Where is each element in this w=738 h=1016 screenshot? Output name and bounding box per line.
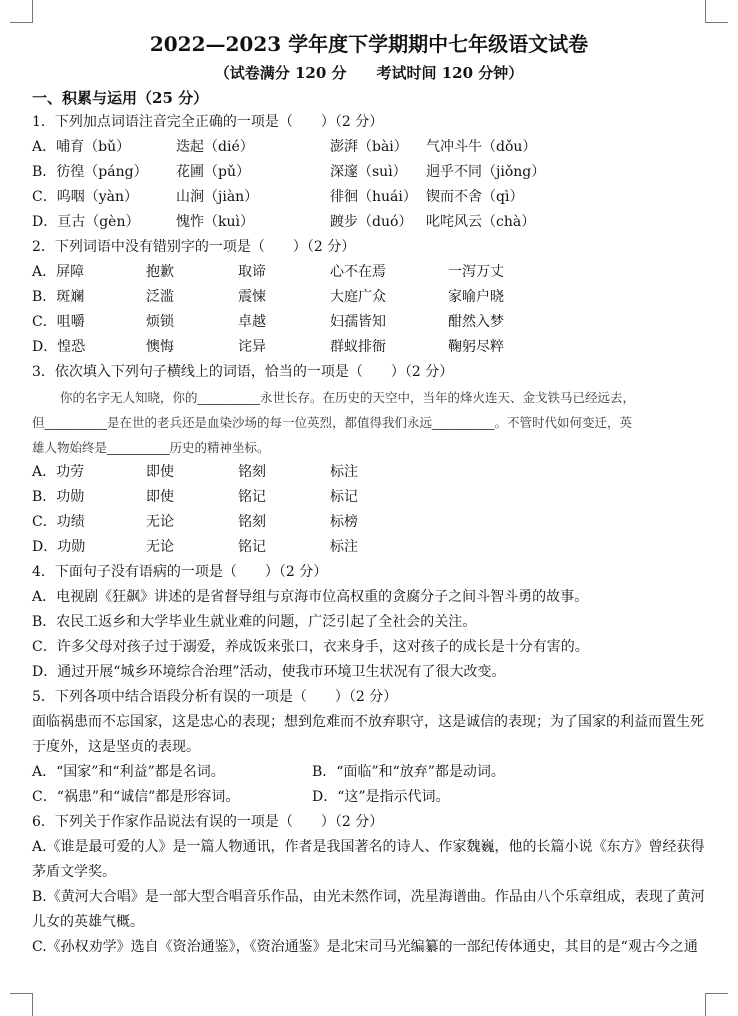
question-4-option-c: C．许多父母对孩子过于溺爱，养成饭来张口，衣来身手，这对孩子的成长是十分有害的。 [32,639,589,655]
option-cell: A．“国家”和“利益”都是名词。 [32,764,225,780]
option-cell: 标记 [330,489,358,505]
option-cell: B．功勋 [32,489,85,505]
option-cell: 心不在焉 [330,264,386,280]
crop-mark-top-right [705,0,728,23]
option-cell: 澎湃（bài） [330,139,408,155]
option-cell: A．功劳 [32,464,85,480]
question-2-option-b [32,285,706,310]
option-cell: C．功绩 [32,514,85,530]
option-cell: B．“面临”和“放弃”都是动词。 [312,764,505,780]
question-4-option-a: A．电视剧《狂飙》讲述的是省督导组与京海市位高权重的贪腐分子之间斗智斗勇的故事。 [32,589,589,605]
option-cell: 铭刻 [238,464,266,480]
question-6-stem: 6．下列关于作家作品说法有误的一项是（ ）（2 分） [32,814,384,830]
option-cell: D．亘古（gèn） [32,214,140,230]
option-cell: D．功勋 [32,539,86,555]
question-1-stem: 1．下列加点词语注音完全正确的一项是（ ）（2 分） [32,114,384,130]
option-cell: 震悚 [238,289,266,305]
question-3-option-c [32,510,706,535]
question-6-option-a: A.《谁是最可爱的人》是一篇人物通讯，作者是我国著名的诗人、作家魏巍，他的长篇小说《东方》曾经获得茅盾文学奖。 [32,839,705,880]
option-cell: 铭记 [238,489,266,505]
crop-mark-bottom-right [705,993,728,1016]
option-cell: 愧怍（kuì） [176,214,254,230]
question-3-option-d [32,535,706,560]
question-4-stem: 4．下面句子没有语病的一项是（ ）（2 分） [32,564,328,580]
option-cell: 懊悔 [146,339,174,355]
option-cell: D．惶恐 [32,339,86,355]
option-cell: B．彷徨（páng） [32,164,148,180]
crop-mark-bottom-left [10,993,33,1016]
option-cell: 无论 [146,539,174,555]
option-cell: A．屏障 [32,264,85,280]
question-3-option-a [32,460,706,485]
option-cell: 标注 [330,539,358,555]
option-cell: 迭起（dié） [176,139,254,155]
question-5-stem: 5．下列各项中结合语段分析有误的一项是（ ）（2 分） [32,689,398,705]
option-cell: 泛滥 [146,289,174,305]
option-cell: 即使 [146,464,174,480]
exam-title: 2022—2023 学年度下学期期中七年级语文试卷 [149,32,589,56]
option-cell: 家喻户晓 [448,289,504,305]
option-cell: 山涧（jiàn） [176,189,259,205]
option-cell: A．哺育（bǔ） [32,139,131,155]
option-cell: 深邃（suì） [330,164,407,180]
question-1-option-b [32,160,706,185]
question-5-options-ab [32,760,706,785]
option-cell: 叱咤风云（chà） [426,214,536,230]
question-3-passage-line: 雄人物始终是__________历史的精神坐标。 [32,440,270,455]
question-2-option-d [32,335,706,360]
question-2-stem: 2．下列词语中没有错别字的一项是（ ）（2 分） [32,239,356,255]
option-cell: 诧异 [238,339,266,355]
option-cell: D．“这”是指示代词。 [312,789,450,805]
option-cell: 标注 [330,464,358,480]
option-cell: 鞠躬尽粹 [448,339,504,355]
option-cell: 徘徊（huái） [330,189,417,205]
option-cell: 气冲斗牛（dǒu） [426,139,537,155]
question-3-stem: 3．依次填入下列句子横线上的词语，恰当的一项是（ ）（2 分） [32,364,454,380]
option-cell: 大庭广众 [330,289,386,305]
option-cell: 铭记 [238,539,266,555]
option-cell: 群蚁排衙 [330,339,386,355]
option-cell: 妇孺皆知 [330,314,386,330]
option-cell: 花圃（pǔ） [176,164,250,180]
question-2-option-a [32,260,706,285]
option-cell: 卓越 [238,314,266,330]
question-3-passage-line: 但__________是在世的老兵还是血染沙场的每一位英烈，都值得我们永远__________。不管时代如何变迁，英 [32,415,633,430]
option-cell: 即使 [146,489,174,505]
option-cell: C．呜咽（yàn） [32,189,138,205]
question-1-option-c [32,185,706,210]
option-cell: 锲而不舍（qì） [426,189,524,205]
question-5-text: 面临祸患而不忘国家，这是忠心的表现；想到危难而不放弃职守，这是诚信的表现；为了国家的利益而置生死于度外，这是坚贞的表现。 [32,714,704,755]
option-cell: 一泻万丈 [448,264,504,280]
question-4-option-d: D．通过开展“城乡环境综合治理”活动，使我市环境卫生状况有了很大改变。 [32,664,506,680]
question-4-option-b: B．农民工返乡和大学毕业生就业难的问题，广泛引起了全社会的关注。 [32,614,477,630]
crop-mark-top-left [10,0,33,23]
option-cell: 踱步（duó） [330,214,413,230]
question-6-option-b: B.《黄河大合唱》是一部大型合唱音乐作品，由光未然作词，冼星海谱曲。作品由八个乐章组成，表现了黄河儿女的英雄气概。 [32,889,705,930]
option-cell: B．斑斓 [32,289,85,305]
question-3-passage-line: 你的名字无人知晓，你的__________永世长存。在历史的天空中，当年的烽火连天、金戈铁马已经远去， [60,390,636,405]
option-cell: C．“祸患”和“诚信”都是形容词。 [32,789,240,805]
question-1-option-a [32,135,706,160]
option-cell: 铭刻 [238,514,266,530]
option-cell: 迥乎不同（jiǒng） [426,164,546,180]
option-cell: 酣然入梦 [448,314,504,330]
question-6-option-c: C.《孙权劝学》选自《资治通鉴》，《资治通鉴》是北宋司马光编纂的一部纪传体通史，其目的是“观古今之通 [32,939,698,955]
exam-subtitle: （试卷满分 120 分 考试时间 120 分钟） [214,64,524,82]
question-1-option-d [32,210,706,235]
exam-page [32,28,706,960]
option-cell: C．咀嚼 [32,314,85,330]
option-cell: 烦锁 [146,314,174,330]
question-5-options-cd [32,785,706,810]
question-2-option-c [32,310,706,335]
section-heading: 一、积累与运用（25 分） [32,89,209,107]
option-cell: 抱歉 [146,264,174,280]
option-cell: 取谛 [238,264,266,280]
question-3-option-b [32,485,706,510]
option-cell: 标榜 [330,514,358,530]
option-cell: 无论 [146,514,174,530]
